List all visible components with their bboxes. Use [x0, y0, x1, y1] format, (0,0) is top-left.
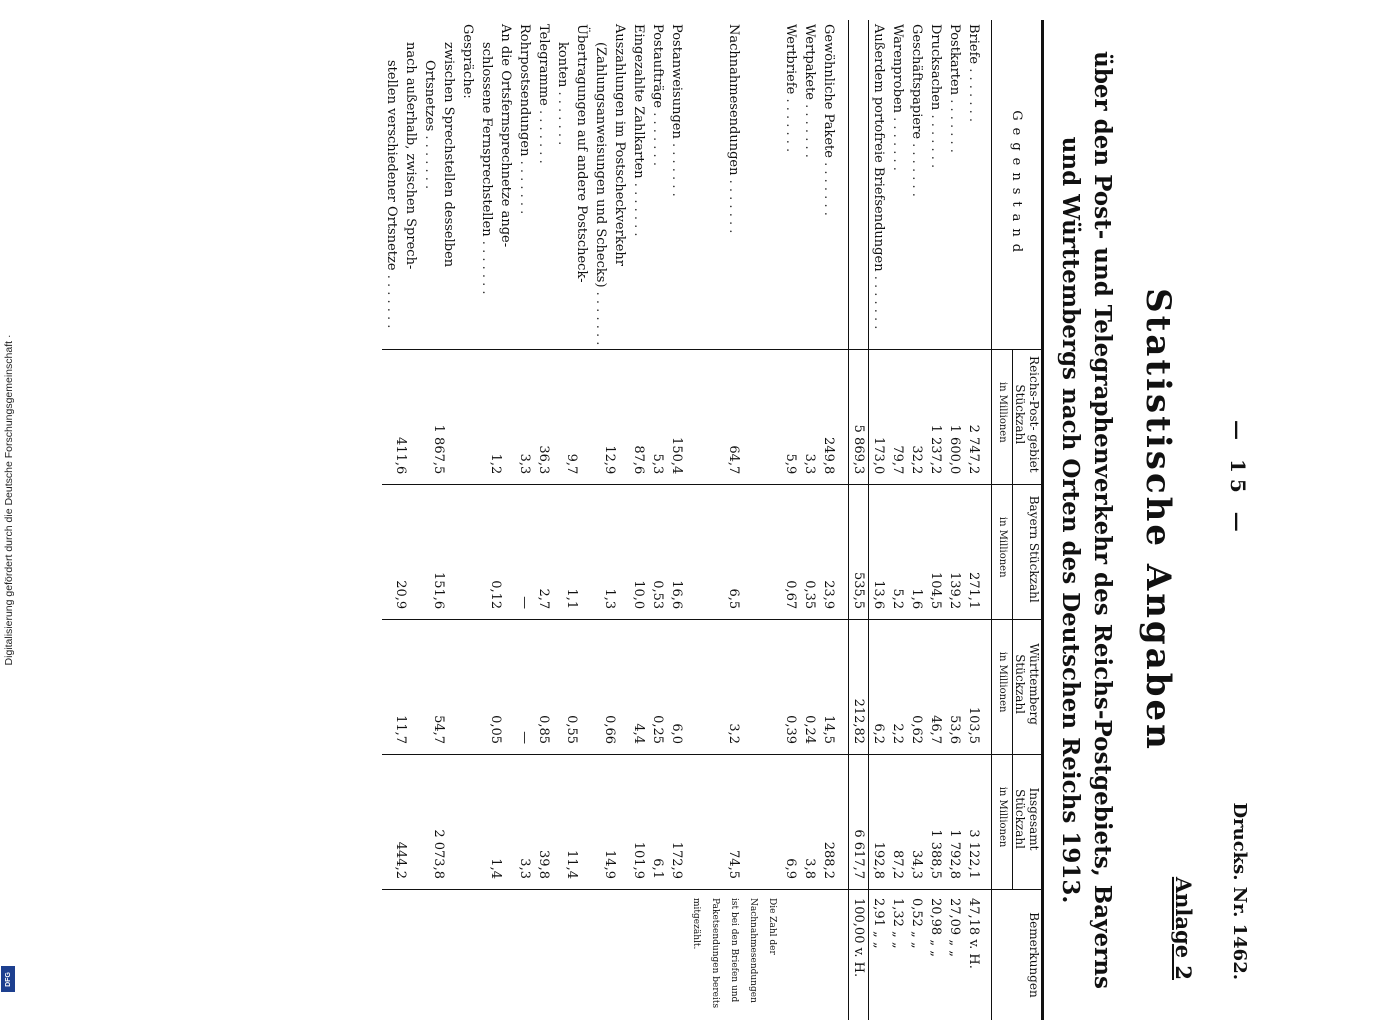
digitization-sidebar [0, 0, 18, 1000]
total-reich: 5 869,3 [849, 350, 869, 485]
row-label-text: Eingezahlte Zahlkarten [631, 24, 646, 179]
row-label-text: An die Ortsfernsprechnetze ange- [498, 24, 513, 248]
cell-bayern: 23,9 [819, 485, 838, 620]
cell-reich: 1,2 [477, 350, 515, 485]
cell-bemerkung [420, 889, 458, 1020]
cell-reich: 5,3 [648, 350, 667, 485]
cell-insgesamt: 39,8 [534, 755, 553, 890]
leader-dots: . . . . . . . [871, 271, 886, 330]
row-label-text: Briefe [966, 24, 981, 65]
cell-wuerttemberg: 0,62 [907, 620, 926, 755]
row-label-text: Rohrpostsendungen [517, 24, 532, 157]
leader-dots: . . . . . . . [593, 287, 608, 346]
cell-wuerttemberg: 11,7 [382, 620, 420, 755]
leader-dots: . . . . . . . [631, 178, 646, 237]
cell-bayern: 104,5 [926, 485, 945, 620]
cell-bayern: 10,0 [629, 485, 648, 620]
row-label-text: Gewöhnliche Pakete [821, 24, 836, 158]
cell-bayern: 271,1 [964, 485, 992, 620]
table-row [420, 20, 458, 1020]
row-label [667, 20, 686, 350]
cell-bayern: 1,3 [591, 485, 629, 620]
table-row [781, 20, 800, 1020]
col-header-wuerttemberg: Württemberg Stückzahl [1013, 620, 1043, 755]
cell-bayern: 5,2 [888, 485, 907, 620]
leader-dots: . . . . . . . [947, 95, 962, 153]
cell-insgesamt: 6,9 [781, 755, 800, 890]
empty-cell [458, 755, 477, 890]
cell-bayern: 0,67 [781, 485, 800, 620]
anlage-label: Anlage 2 [1171, 876, 1196, 980]
row-label-text: Telegramme [536, 24, 551, 106]
total-insgesamt: 6 617,7 [849, 755, 869, 890]
leader-dots: . . . . . . . [536, 105, 551, 164]
cell-reich: 32,2 [907, 350, 926, 485]
cell-wuerttemberg: 103,5 [964, 620, 992, 755]
cell-wuerttemberg: 3,2 [686, 620, 781, 755]
leader-dots: . . . . . . . [726, 175, 741, 234]
cell-insgesamt: 74,5 [686, 755, 781, 890]
cell-reich: 1 600,0 [945, 350, 964, 485]
table-row [667, 20, 686, 1020]
table-row [945, 20, 964, 1020]
table-row [819, 20, 838, 1020]
cell-reich: 12,9 [591, 350, 629, 485]
row-label-text: Geschäftspapiere [909, 24, 924, 140]
cell-insgesamt: 3,8 [800, 755, 819, 890]
cell-bayern: 16,6 [667, 485, 686, 620]
cell-reich: 5,9 [781, 350, 800, 485]
empty-cell [458, 620, 477, 755]
cell-wuerttemberg: 0,25 [648, 620, 667, 755]
unit-insgesamt: in Millionen [992, 755, 1013, 890]
row-label-text: Postaufträge [650, 24, 665, 109]
cell-insgesamt: 14,9 [591, 755, 629, 890]
cell-bemerkung [515, 889, 534, 1020]
table-row [534, 20, 553, 1020]
row-label-continuation: Ortsnetzes [422, 60, 437, 132]
cell-reich: 1 867,5 [420, 350, 458, 485]
page-subtitle [1054, 20, 1118, 1020]
row-label-text: Übertragungen auf andere Postscheck- [574, 24, 589, 283]
cell-insgesamt: 1,4 [477, 755, 515, 890]
cell-wuerttemberg: 53,6 [945, 620, 964, 755]
row-label-text: zwischen Sprechstellen desselben [441, 42, 456, 268]
leader-dots: . . . . . . . [928, 110, 943, 169]
empty-cell [458, 485, 477, 620]
leader-dots: . . . . . . . [669, 138, 684, 197]
cell-reich: 79,7 [888, 350, 907, 485]
cell-bayern: 20,9 [382, 485, 420, 620]
page-title: Statistische Angaben [1138, 288, 1178, 752]
cell-reich: 411,6 [382, 350, 420, 485]
table-row [686, 20, 781, 1020]
cell-reich: 3,3 [515, 350, 534, 485]
cell-wuerttemberg: 6,2 [869, 620, 889, 755]
cell-wuerttemberg: 46,7 [926, 620, 945, 755]
unit-reich: in Millionen [992, 350, 1013, 485]
cell-wuerttemberg: 14,5 [819, 620, 838, 755]
empty-cell [458, 350, 477, 485]
cell-wuerttemberg: 4,4 [629, 620, 648, 755]
row-label [515, 20, 534, 350]
table-row [629, 20, 648, 1020]
cell-bemerkung: Die Zahl der Nachnahmesendungen ist bei den Briefen und Paketsendungen bereits mitgezählt. [686, 889, 781, 1020]
dfg-logo-text: DFG [4, 971, 12, 987]
cell-insgesamt: 101,9 [629, 755, 648, 890]
row-label [477, 20, 515, 350]
cell-bemerkung: 2,91 „ „ [869, 889, 889, 1020]
cell-insgesamt: 11,4 [553, 755, 591, 890]
leader-dots: . . . . . . . [384, 270, 399, 329]
row-label [648, 20, 667, 350]
table-row [648, 20, 667, 1020]
total-bemerkung: 100,00 v. H. [849, 889, 869, 1020]
cell-reich: 9,7 [553, 350, 591, 485]
page-number: — 15 — [1226, 420, 1250, 538]
gespraeche-label: Gespräche: [460, 24, 475, 99]
cell-insgesamt: 172,9 [667, 755, 686, 890]
row-label-text: Wertbriefe [783, 24, 798, 95]
cell-bemerkung [477, 889, 515, 1020]
cell-reich: 1 237,2 [926, 350, 945, 485]
gespraeche-heading-row [458, 20, 477, 1020]
row-label [819, 20, 838, 350]
row-label-text: Außerdem portofreie Briefsendungen [871, 24, 886, 272]
empty-cell [458, 889, 477, 1020]
cell-bayern: 1,1 [553, 485, 591, 620]
leader-dots: . . . . . . . [650, 108, 665, 166]
cell-insgesamt: 3 122,1 [964, 755, 992, 890]
cell-insgesamt: 3,3 [515, 755, 534, 890]
cell-reich: 2 747,2 [964, 350, 992, 485]
cell-bayern: 2,7 [534, 485, 553, 620]
cell-wuerttemberg: 0,55 [553, 620, 591, 755]
col-header-bayern: Bayern Stückzahl [1013, 485, 1043, 620]
unit-bayern: in Millionen [992, 485, 1013, 620]
leader-dots: . . . . . . . [909, 139, 924, 197]
cell-wuerttemberg: 0,05 [477, 620, 515, 755]
cell-bayern: — [515, 485, 534, 620]
total-wuerttemberg: 212,82 [849, 620, 869, 755]
cell-insgesamt: 2 073,8 [420, 755, 458, 890]
table-row [907, 20, 926, 1020]
leader-dots: . . . . . . . [517, 156, 532, 215]
table-body [382, 20, 992, 1020]
row-label [553, 20, 591, 350]
cell-bemerkung: 1,32 „ „ [888, 889, 907, 1020]
table-row [869, 20, 889, 1020]
row-label [800, 20, 819, 350]
row-label [382, 20, 420, 350]
unit-wuerttemberg: in Millionen [992, 620, 1013, 755]
cell-wuerttemberg: 0,24 [800, 620, 819, 755]
leader-dots: . . . . . . . [802, 100, 817, 158]
cell-wuerttemberg: 0,66 [591, 620, 629, 755]
row-label-text: Auszahlungen im Postscheckverkehr [612, 24, 627, 266]
row-label [534, 20, 553, 350]
table-row [800, 20, 819, 1020]
statistics-table [382, 20, 1044, 1020]
cell-bemerkung [800, 889, 819, 1020]
cell-bemerkung [667, 889, 686, 1020]
cell-bayern: 139,2 [945, 485, 964, 620]
row-label [945, 20, 964, 350]
cell-bemerkung [591, 889, 629, 1020]
cell-bayern: 151,6 [420, 485, 458, 620]
cell-insgesamt: 1 388,5 [926, 755, 945, 890]
row-label-text: Postkarten [947, 24, 962, 96]
table-row [477, 20, 515, 1020]
cell-wuerttemberg: 0,85 [534, 620, 553, 755]
cell-reich: 173,0 [869, 350, 889, 485]
cell-wuerttemberg: 0,39 [781, 620, 800, 755]
total-bayern: 535,5 [849, 485, 869, 620]
total-row [849, 20, 869, 1020]
cell-insgesamt: 34,3 [907, 755, 926, 890]
row-label-text: Warenproben [890, 24, 905, 114]
sidebar-credit-text: Digitalisierung gefördert durch die Deutsche Forschungsgemeinschaft · [3, 334, 15, 666]
cell-wuerttemberg: 2,2 [888, 620, 907, 755]
leader-dots: . . . . . . . [783, 94, 798, 153]
cell-bemerkung [629, 889, 648, 1020]
cell-reich: 36,3 [534, 350, 553, 485]
cell-insgesamt: 1 792,8 [945, 755, 964, 890]
cell-bayern: 13,6 [869, 485, 889, 620]
cell-bemerkung [382, 889, 420, 1020]
row-label-continuation: schlossene Fernsprechstellen [479, 42, 494, 237]
table-row [964, 20, 992, 1020]
table-row [515, 20, 534, 1020]
row-label-continuation: stellen verschiedener Ortsnetze [384, 60, 399, 271]
spacer-row [838, 20, 849, 1020]
col-header-insgesamt: Insgesamt Stückzahl [1013, 755, 1043, 890]
cell-bemerkung [534, 889, 553, 1020]
rotated-page [126, 20, 1256, 1009]
table-row [553, 20, 591, 1020]
row-label [869, 20, 889, 350]
leader-dots: . . . . . . . [555, 87, 570, 146]
row-label-text: Drucksachen [928, 24, 943, 111]
row-label [686, 20, 781, 350]
table-row [382, 20, 420, 1020]
cell-bemerkung: 27,09 „ „ [945, 889, 964, 1020]
table-row [591, 20, 629, 1020]
cell-bemerkung [648, 889, 667, 1020]
cell-bemerkung: 20,98 „ „ [926, 889, 945, 1020]
total-label [849, 20, 869, 350]
cell-bemerkung: 47,18 v. H. [964, 889, 992, 1020]
row-label-text: Wertpakete [802, 24, 817, 100]
dfg-logo [1, 966, 15, 992]
cell-reich: 249,8 [819, 350, 838, 485]
row-label [629, 20, 648, 350]
subtitle-line-2: und Württembergs nach Orten des Deutschen Reichs 1913. [1057, 136, 1084, 904]
cell-insgesamt: 87,2 [888, 755, 907, 890]
col-header-bemerkungen: Bemerkungen [992, 889, 1043, 1020]
cell-wuerttemberg: — [515, 620, 534, 755]
leader-dots: . . . . . . . [890, 113, 905, 171]
cell-bemerkung [819, 889, 838, 1020]
cell-bayern: 0,53 [648, 485, 667, 620]
row-label-continuation: konten [555, 42, 570, 88]
cell-bayern: 1,6 [907, 485, 926, 620]
row-label [420, 20, 458, 350]
row-label [926, 20, 945, 350]
cell-reich: 150,4 [667, 350, 686, 485]
row-label [964, 20, 992, 350]
cell-insgesamt: 444,2 [382, 755, 420, 890]
cell-wuerttemberg: 54,7 [420, 620, 458, 755]
row-label-text: Postanweisungen [669, 24, 684, 139]
document-reference: Drucks. Nr. 1462. [1229, 802, 1250, 980]
table-row [888, 20, 907, 1020]
row-label-text: Nachnahmesendungen [726, 24, 741, 176]
cell-bayern: 0,35 [800, 485, 819, 620]
leader-dots: . . . . . . . [821, 157, 836, 216]
row-label [907, 20, 926, 350]
col-header-gegenstand: Gegenstand [992, 20, 1043, 350]
cell-bemerkung: 0,52 „ „ [907, 889, 926, 1020]
cell-insgesamt: 288,2 [819, 755, 838, 890]
cell-bemerkung [781, 889, 800, 1020]
col-header-reich: Reichs-Post- gebiet Stückzahl [1013, 350, 1043, 485]
row-label [781, 20, 800, 350]
cell-bayern: 6,5 [686, 485, 781, 620]
cell-bemerkung [553, 889, 591, 1020]
row-label [591, 20, 629, 350]
cell-reich: 3,3 [800, 350, 819, 485]
leader-dots: . . . . . . . [422, 131, 437, 190]
cell-reich: 64,7 [686, 350, 781, 485]
cell-insgesamt: 6,1 [648, 755, 667, 890]
cell-insgesamt: 192,8 [869, 755, 889, 890]
cell-bayern: 0,12 [477, 485, 515, 620]
table-row [926, 20, 945, 1020]
row-label-continuation: (Zahlungsanweisungen und Schecks) [593, 42, 608, 288]
row-label [888, 20, 907, 350]
cell-reich: 87,6 [629, 350, 648, 485]
leader-dots: . . . . . . . [479, 236, 494, 295]
leader-dots: . . . . . . . [966, 64, 981, 122]
subtitle-line-1: über den Post- und Telegraphenverkehr des Reichs-Postgebiets, Bayerns [1089, 51, 1116, 989]
row-label-text: nach außerhalb, zwischen Sprech- [403, 42, 418, 270]
cell-wuerttemberg: 6,0 [667, 620, 686, 755]
